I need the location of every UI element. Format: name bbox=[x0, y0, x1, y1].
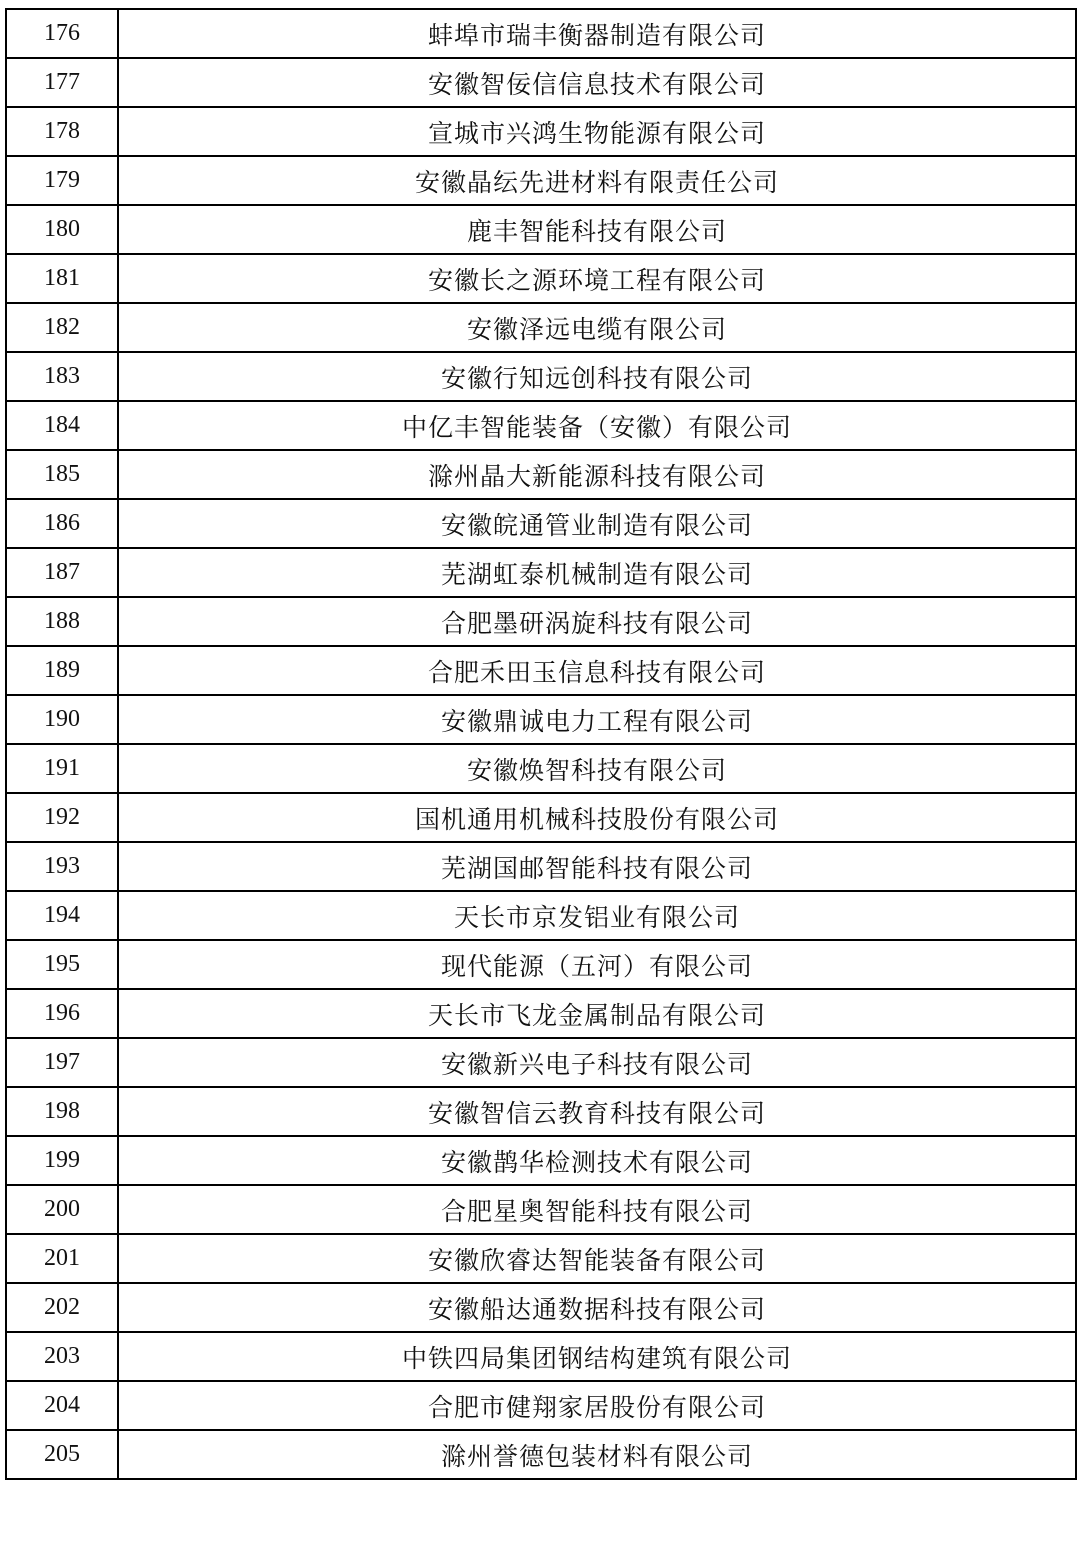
company-name-cell: 安徽船达通数据科技有限公司 bbox=[118, 1283, 1076, 1332]
row-number-cell: 183 bbox=[6, 352, 118, 401]
company-name-cell: 安徽鼎诚电力工程有限公司 bbox=[118, 695, 1076, 744]
company-name-cell: 天长市飞龙金属制品有限公司 bbox=[118, 989, 1076, 1038]
company-name-cell: 合肥禾田玉信息科技有限公司 bbox=[118, 646, 1076, 695]
table-row bbox=[6, 9, 1076, 58]
table-row bbox=[6, 401, 1076, 450]
row-number-cell: 186 bbox=[6, 499, 118, 548]
company-name-cell: 安徽长之源环境工程有限公司 bbox=[118, 254, 1076, 303]
company-name-cell: 蚌埠市瑞丰衡器制造有限公司 bbox=[118, 9, 1076, 58]
row-number-cell: 181 bbox=[6, 254, 118, 303]
table-row bbox=[6, 58, 1076, 107]
row-number-cell: 190 bbox=[6, 695, 118, 744]
row-number-cell: 185 bbox=[6, 450, 118, 499]
row-number-cell: 200 bbox=[6, 1185, 118, 1234]
company-name-cell: 安徽智信云教育科技有限公司 bbox=[118, 1087, 1076, 1136]
table-row bbox=[6, 793, 1076, 842]
row-number-cell: 176 bbox=[6, 9, 118, 58]
row-number-cell: 205 bbox=[6, 1430, 118, 1479]
table-row bbox=[6, 695, 1076, 744]
company-name-cell: 安徽智佞信信息技术有限公司 bbox=[118, 58, 1076, 107]
row-number-cell: 192 bbox=[6, 793, 118, 842]
table-row bbox=[6, 499, 1076, 548]
company-name-cell: 芜湖虹泰机械制造有限公司 bbox=[118, 548, 1076, 597]
company-list-table-container bbox=[5, 8, 1075, 1480]
company-name-cell: 鹿丰智能科技有限公司 bbox=[118, 205, 1076, 254]
row-number-cell: 199 bbox=[6, 1136, 118, 1185]
row-number-cell: 194 bbox=[6, 891, 118, 940]
row-number-cell: 180 bbox=[6, 205, 118, 254]
table-row bbox=[6, 156, 1076, 205]
table-row bbox=[6, 891, 1076, 940]
row-number-cell: 204 bbox=[6, 1381, 118, 1430]
row-number-cell: 195 bbox=[6, 940, 118, 989]
row-number-cell: 187 bbox=[6, 548, 118, 597]
row-number-cell: 179 bbox=[6, 156, 118, 205]
table-row bbox=[6, 989, 1076, 1038]
row-number-cell: 182 bbox=[6, 303, 118, 352]
company-name-cell: 中亿丰智能装备（安徽）有限公司 bbox=[118, 401, 1076, 450]
row-number-cell: 177 bbox=[6, 58, 118, 107]
company-name-cell: 滁州晶大新能源科技有限公司 bbox=[118, 450, 1076, 499]
table-row bbox=[6, 450, 1076, 499]
table-row bbox=[6, 646, 1076, 695]
row-number-cell: 178 bbox=[6, 107, 118, 156]
company-name-cell: 安徽行知远创科技有限公司 bbox=[118, 352, 1076, 401]
table-row bbox=[6, 1136, 1076, 1185]
table-row bbox=[6, 254, 1076, 303]
company-name-cell: 安徽鹊华检测技术有限公司 bbox=[118, 1136, 1076, 1185]
row-number-cell: 184 bbox=[6, 401, 118, 450]
company-name-cell: 安徽欣睿达智能装备有限公司 bbox=[118, 1234, 1076, 1283]
table-row bbox=[6, 548, 1076, 597]
company-name-cell: 中铁四局集团钢结构建筑有限公司 bbox=[118, 1332, 1076, 1381]
table-row bbox=[6, 352, 1076, 401]
table-row bbox=[6, 1234, 1076, 1283]
table-row bbox=[6, 107, 1076, 156]
row-number-cell: 193 bbox=[6, 842, 118, 891]
table-row bbox=[6, 1430, 1076, 1479]
table-row bbox=[6, 1087, 1076, 1136]
company-name-cell: 安徽晶纭先进材料有限责任公司 bbox=[118, 156, 1076, 205]
table-row bbox=[6, 940, 1076, 989]
company-name-cell: 国机通用机械科技股份有限公司 bbox=[118, 793, 1076, 842]
company-name-cell: 安徽焕智科技有限公司 bbox=[118, 744, 1076, 793]
table-row bbox=[6, 205, 1076, 254]
company-name-cell: 安徽泽远电缆有限公司 bbox=[118, 303, 1076, 352]
company-name-cell: 合肥市健翔家居股份有限公司 bbox=[118, 1381, 1076, 1430]
row-number-cell: 191 bbox=[6, 744, 118, 793]
company-list-table bbox=[5, 8, 1077, 1480]
table-row bbox=[6, 303, 1076, 352]
row-number-cell: 188 bbox=[6, 597, 118, 646]
table-body bbox=[6, 9, 1076, 1479]
row-number-cell: 198 bbox=[6, 1087, 118, 1136]
company-name-cell: 合肥墨研涡旋科技有限公司 bbox=[118, 597, 1076, 646]
row-number-cell: 202 bbox=[6, 1283, 118, 1332]
table-row bbox=[6, 1332, 1076, 1381]
row-number-cell: 203 bbox=[6, 1332, 118, 1381]
table-row bbox=[6, 744, 1076, 793]
company-name-cell: 滁州誉德包装材料有限公司 bbox=[118, 1430, 1076, 1479]
table-row bbox=[6, 1038, 1076, 1087]
company-name-cell: 现代能源（五河）有限公司 bbox=[118, 940, 1076, 989]
company-name-cell: 芜湖国邮智能科技有限公司 bbox=[118, 842, 1076, 891]
company-name-cell: 天长市京发铝业有限公司 bbox=[118, 891, 1076, 940]
table-row bbox=[6, 597, 1076, 646]
row-number-cell: 201 bbox=[6, 1234, 118, 1283]
table-row bbox=[6, 842, 1076, 891]
company-name-cell: 合肥星奥智能科技有限公司 bbox=[118, 1185, 1076, 1234]
table-row bbox=[6, 1283, 1076, 1332]
table-row bbox=[6, 1381, 1076, 1430]
row-number-cell: 189 bbox=[6, 646, 118, 695]
company-name-cell: 宣城市兴鸿生物能源有限公司 bbox=[118, 107, 1076, 156]
table-row bbox=[6, 1185, 1076, 1234]
row-number-cell: 197 bbox=[6, 1038, 118, 1087]
company-name-cell: 安徽新兴电子科技有限公司 bbox=[118, 1038, 1076, 1087]
row-number-cell: 196 bbox=[6, 989, 118, 1038]
company-name-cell: 安徽皖通管业制造有限公司 bbox=[118, 499, 1076, 548]
